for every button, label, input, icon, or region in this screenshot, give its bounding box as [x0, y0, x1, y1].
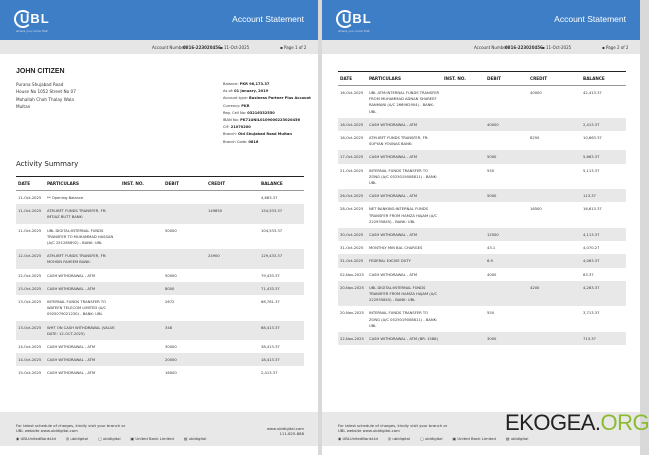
cell-particulars: CASH WITHDRAWAL - ATM: [369, 272, 418, 277]
cell-date: 13-Oct-2025: [18, 300, 42, 305]
table-row: [16, 224, 304, 250]
cell-particulars: FEDERAL EXCISE DUTY: [367, 254, 442, 267]
statement-date: ▪ 11-Oct-2025: [220, 45, 250, 50]
cell-date: 22-Nov-2025: [338, 332, 367, 345]
cell-debit: 30000: [165, 345, 177, 350]
cell-inst-no: [120, 224, 163, 250]
table-row: [338, 118, 626, 131]
cell-credit: [206, 269, 259, 282]
cell-balance: 129,433.37: [259, 249, 304, 268]
cell-inst-no: [120, 366, 163, 379]
header-bar: [322, 0, 640, 40]
cell-particulars: INTERNAL FUNDS TRANSFER TO WATEEN TELECOM LIMITED (A/C 0925079021230) - BANK: UBL: [47, 300, 107, 317]
table-row: [338, 332, 626, 345]
cell-date: 16-Oct-2025: [340, 91, 364, 95]
cell-balance: 63.37: [583, 272, 594, 277]
cell-particulars: INTERNAL FUNDS TRANSFER TO ZONG (A/C 0525019008811) - BANK: UBL: [369, 311, 438, 328]
cell-credit: 24900: [206, 249, 259, 268]
cell-debit: [485, 281, 528, 307]
account-info-item: [223, 139, 311, 146]
table-row: [16, 366, 304, 379]
cell-date: 28-Oct-2025: [340, 207, 364, 212]
table-row: [16, 340, 304, 353]
table-row: [338, 306, 626, 332]
info-label: Balance:: [223, 82, 240, 86]
social-link[interactable]: ▢ ubldigital: [98, 436, 121, 441]
info-value: PKR: [241, 103, 250, 108]
column-header-date: DATE: [338, 72, 367, 86]
cell-inst-no: [120, 204, 163, 223]
cell-date: 13-Oct-2025: [16, 282, 45, 295]
account-info-item: [223, 124, 311, 131]
cell-balance: 71,433.37: [259, 282, 304, 295]
table-row: [16, 204, 304, 223]
cell-inst-no: [442, 189, 485, 202]
cell-credit: [528, 150, 581, 163]
info-label: Account type:: [223, 96, 250, 101]
statement-date: ▪ 11-Oct-2025: [542, 45, 572, 50]
cell-debit: 2672: [165, 300, 175, 305]
account-info-item: [223, 110, 311, 117]
social-link[interactable]: ◉ UBLUnitedBankLtd: [16, 436, 56, 441]
cell-debit: 16000: [165, 371, 177, 376]
cell-balance: 4,063.37: [581, 254, 626, 267]
cell-inst-no: [120, 340, 163, 353]
column-header-date: DATE: [16, 177, 45, 191]
section-title: Activity Summary: [16, 160, 79, 168]
table-header-row: [16, 177, 304, 191]
info-value: Old Shujabad Road Multan: [238, 132, 292, 137]
cell-particulars: CASH WITHDRAWAL - ATM: [367, 118, 442, 131]
cell-inst-no: [442, 268, 485, 281]
cell-inst-no: [442, 86, 485, 118]
cell-date: 15-Oct-2025: [18, 371, 42, 376]
info-value: 01 January, 2019: [234, 89, 269, 94]
cell-particulars: UBL DIGITAL:INTERNAL FUNDS TRANSFER FROM HAMZA HAJAM (A/C 222935845) - BANK: UBL: [367, 281, 442, 307]
cell-date: 16-Oct-2025: [340, 136, 364, 141]
cell-credit: 149850: [206, 204, 259, 223]
cell-date: 11-Oct-2025: [18, 228, 42, 233]
cell-inst-no: [442, 118, 485, 131]
cell-particulars: ATM-IBFT FUNDS TRANSFER, FR: SUFYAN YOUNAS BANK:: [369, 136, 429, 147]
cell-date: 21-Oct-2025: [340, 168, 364, 173]
cell-date: 30-Oct-2025: [338, 228, 367, 241]
account-info-item: [223, 131, 311, 138]
cell-date: 14-Oct-2025: [16, 353, 45, 366]
table-row: [16, 295, 304, 321]
footer-note: For latest schedule of charges, kindly visit your branch or UBL website www.ubldigital.com: [338, 423, 448, 433]
cell-credit: [528, 189, 581, 202]
table-row: [338, 281, 626, 307]
account-info-item: [223, 88, 311, 95]
table-row: [16, 282, 304, 295]
cell-debit: 12500: [485, 228, 528, 241]
cell-debit: [163, 249, 206, 268]
cell-credit: [206, 224, 259, 250]
cell-particulars: CASH WITHDRAWAL - ATM: [45, 282, 120, 295]
cell-date: 11-Oct-2025: [18, 196, 42, 200]
cell-balance: 713.37: [581, 332, 626, 345]
cell-credit: [528, 228, 581, 241]
cell-particulars: ATM-IBFT FUNDS TRANSFER, FR: IMTIAZ BUTT BANK:: [45, 204, 120, 223]
cell-credit: [206, 340, 259, 353]
cell-balance: 104,533.37: [261, 228, 283, 233]
account-info-item: [223, 95, 311, 102]
cell-inst-no: [120, 321, 163, 340]
cell-balance: 4,070.27: [583, 246, 600, 251]
cell-date: 13-Oct-2025: [16, 321, 45, 340]
info-label: Reg. Cell No:: [223, 110, 248, 115]
account-bar: [322, 40, 640, 54]
cell-credit: [528, 332, 581, 345]
cell-date: 20-Nov-2025: [340, 311, 364, 316]
info-value: 03216332550: [247, 110, 275, 115]
social-link[interactable]: ◎ ubldigital: [65, 436, 89, 441]
cell-particulars: INTERNAL FUNDS TRANSFER TO ZONG (A/C 0525019008811) - BANK: UBL: [369, 168, 438, 186]
contact: [267, 426, 304, 436]
cell-inst-no: [120, 269, 163, 282]
statement-page-1: [0, 0, 318, 455]
cell-particulars: CASH WITHDRAWAL - ATM (BR: 1588): [367, 332, 442, 345]
social-link[interactable]: ◉ UBLUnitedBankLtd: [338, 436, 378, 441]
footer-note: For latest schedule of charges, kindly visit your branch or UBL website www.ubldigital.com: [16, 423, 126, 433]
cell-debit: 40000: [485, 118, 528, 131]
cell-balance: 3,713.37: [583, 311, 600, 316]
table-header-row: [338, 72, 626, 86]
cell-debit: 550: [487, 311, 495, 316]
social-link[interactable]: ◎ ubldigital: [387, 436, 411, 441]
column-header-inst-no: INST. NO.: [120, 177, 163, 191]
cell-credit: [528, 268, 581, 281]
social-link[interactable]: ▤ ubldigital: [505, 436, 529, 441]
cell-debit: 43.1: [487, 246, 496, 251]
cell-date: 31-Oct-2025: [338, 254, 367, 267]
cell-debit: 5000: [485, 189, 528, 202]
cell-balance: 16,613.37: [583, 207, 602, 212]
cell-debit: 8000: [163, 282, 206, 295]
cell-balance: 4,263.37: [581, 281, 626, 307]
cell-inst-no: [442, 241, 485, 254]
cell-debit: [163, 204, 206, 223]
cell-balance: 18,413.37: [259, 353, 304, 366]
cell-credit: [528, 118, 581, 131]
cell-inst-no: [442, 164, 485, 190]
customer-name: JOHN CITIZEN: [16, 68, 65, 75]
cell-credit: [528, 254, 581, 267]
cell-inst-no: [442, 228, 485, 241]
cell-particulars: CASH WITHDRAWAL - ATM: [45, 353, 120, 366]
cell-balance: 113.37: [581, 189, 626, 202]
cell-balance: 4,683.37: [261, 196, 278, 200]
cell-credit: [528, 164, 581, 190]
cell-balance: 2,413.37: [581, 118, 626, 131]
cell-balance: 68,761.37: [261, 300, 280, 305]
cell-balance: 79,433.37: [261, 273, 280, 278]
cell-inst-no: [120, 282, 163, 295]
cell-particulars: CASH WITHDRAWAL - ATM: [47, 273, 96, 278]
table-row: [16, 353, 304, 366]
cell-date: 02-Nov-2025: [340, 272, 364, 277]
table-row: [16, 321, 304, 340]
cell-debit: 3000: [485, 332, 528, 345]
cell-particulars: NET BANKING:INTERNAL FUNDS TRANSFER FROM HAMZA HAJAM (A/C 222935845) - BANK: UBL: [369, 207, 438, 224]
cell-balance: 10,663.37: [583, 136, 602, 141]
page-title: Account Statement: [554, 14, 626, 24]
cell-inst-no: [120, 249, 163, 268]
cell-credit: 16500: [530, 207, 542, 212]
website-link[interactable]: www.ubldigital.com: [266, 426, 304, 431]
cell-debit: [485, 86, 528, 118]
account-bar: [0, 40, 318, 54]
ubl-logo: UBL where you come first: [16, 11, 50, 33]
cell-inst-no: [442, 281, 485, 307]
column-header-balance: BALANCE: [581, 72, 626, 86]
column-header-credit: CREDIT: [206, 177, 259, 191]
account-info-item: [223, 117, 311, 124]
table-row: [338, 202, 626, 228]
statement-page-2: [322, 0, 640, 455]
cell-inst-no: [442, 131, 485, 150]
info-label: As of:: [223, 89, 235, 94]
social-link[interactable]: ▢ ubldigital: [420, 436, 443, 441]
social-link[interactable]: ▤ ubldigital: [183, 436, 207, 441]
cell-debit: 20000: [163, 353, 206, 366]
cell-balance: 5,663.37: [581, 150, 626, 163]
column-header-inst-no: INST. NO.: [442, 72, 485, 86]
cell-credit: [528, 306, 581, 332]
account-info-item: [223, 103, 311, 110]
table-row: [338, 164, 626, 190]
cell-balance: 4,113.37: [581, 228, 626, 241]
cell-particulars: WHT ON CASH WITHDRAWAL (VALUE DATE: 12-OCT-2025): [45, 321, 120, 340]
account-number-label: Account Number:: [152, 45, 187, 50]
info-label: Currency:: [223, 103, 242, 108]
account-number: 0816-223020456: [183, 45, 221, 50]
cell-inst-no: [442, 202, 485, 228]
social-link[interactable]: ▣ United Bank Limited: [130, 436, 174, 441]
cell-balance: 38,413.37: [261, 345, 280, 350]
cell-inst-no: [120, 191, 163, 205]
cell-inst-no: [442, 150, 485, 163]
table-row: [16, 191, 304, 205]
cell-debit: 4000: [487, 272, 497, 277]
cell-date: 12-Oct-2025: [18, 273, 42, 278]
column-header-debit: DEBIT: [163, 177, 206, 191]
account-info-item: [223, 81, 311, 88]
table-row: [338, 254, 626, 267]
cell-particulars: MONTHLY MIN BAL CHARGES: [369, 246, 423, 251]
info-value: PKR 96,173.37: [239, 82, 270, 86]
cell-credit: 8250: [530, 136, 540, 141]
page-number: ▪ Page 2 of 2: [602, 45, 629, 50]
cell-debit: 5000: [485, 150, 528, 163]
page-number: ▪ Page 1 of 2: [280, 45, 307, 50]
cell-inst-no: [442, 254, 485, 267]
cell-date: 11-Oct-2025: [16, 204, 45, 223]
cell-debit: 50000: [165, 273, 177, 278]
info-value: 0816: [248, 139, 259, 144]
info-value: Business Partner Plus Account: [249, 96, 311, 101]
cell-particulars: CASH WITHDRAWAL - ATM: [47, 371, 96, 376]
customer-address: Purana Shujabad Road House No 1052 Street No 07 Mohallah Chah Thalay Wala Multan: [16, 82, 76, 109]
cell-date: 12-Oct-2025: [16, 249, 45, 268]
cell-inst-no: [442, 332, 485, 345]
table-row: [338, 241, 626, 254]
cell-date: 16-Oct-2025: [338, 118, 367, 131]
account-number: 0816-223020456: [505, 45, 543, 50]
table-row: [338, 86, 626, 118]
transactions-table: [16, 176, 304, 380]
phone-number: 111-825-888: [279, 431, 304, 436]
cell-inst-no: [120, 295, 163, 321]
cell-particulars: CASH WITHDRAWAL - ATM: [47, 345, 96, 350]
cell-debit: [485, 202, 528, 228]
cell-particulars: CASH WITHDRAWAL - ATM: [367, 228, 442, 241]
cell-balance: 42,413.37: [583, 91, 602, 95]
cell-particulars: UBL ATM:INTERNAL FUNDS TRANSFER FROM MUHAMMAD ADNAN SHAREEF RANMANI (A/C 266962904) - BANK: UBL: [369, 91, 440, 114]
header-bar: [0, 0, 318, 40]
column-header-particulars: PARTICULARS: [45, 177, 120, 191]
account-number-label: Account Number:: [474, 45, 509, 50]
column-header-balance: BALANCE: [259, 177, 304, 191]
page-title: Account Statement: [232, 14, 304, 24]
cell-particulars: UBL DIGITAL:INTERNAL FUNDS TRANSFER TO MUHAMMAD HASSAN (A/C 251285692) - BANK: UBL: [47, 228, 114, 246]
cell-particulars: ATM-IBFT FUNDS TRANSFER, FR: MOHSIN FAHEEM BANK:: [45, 249, 120, 268]
cell-date: 20-Nov-2025: [338, 281, 367, 307]
table-row: [338, 189, 626, 202]
cell-debit: [163, 191, 206, 205]
social-links: [338, 436, 538, 441]
watermark: EKOGEA.ORG: [505, 410, 649, 435]
cell-credit: [528, 241, 581, 254]
cell-date: 31-Oct-2025: [340, 246, 364, 251]
cell-inst-no: [442, 306, 485, 332]
transactions-table: [338, 71, 626, 345]
info-value: 21070200: [230, 125, 251, 130]
cell-credit: [206, 191, 259, 205]
cell-date: 14-Oct-2025: [18, 345, 42, 350]
cell-debit: 50000: [165, 228, 177, 233]
table-row: [16, 249, 304, 268]
cell-debit: 550: [487, 168, 495, 173]
social-link[interactable]: ▣ United Bank Limited: [452, 436, 496, 441]
cell-credit: [206, 295, 259, 321]
table-row: [338, 131, 626, 150]
table-row: [338, 150, 626, 163]
info-value: PK71UNIL0109000223020456: [240, 118, 301, 123]
cell-inst-no: [120, 353, 163, 366]
cell-credit: [206, 366, 259, 379]
cell-balance: 68,413.37: [259, 321, 304, 340]
cell-balance: 5,113.37: [583, 168, 600, 173]
info-label: CIF:: [223, 125, 231, 130]
info-label: Branch Code:: [223, 139, 249, 144]
cell-particulars: CASH WITHDRAWAL - ATM: [367, 150, 442, 163]
info-label: Branch:: [223, 132, 239, 137]
table-row: [338, 268, 626, 281]
cell-debit: 6.9: [485, 254, 528, 267]
cell-debit: 348: [163, 321, 206, 340]
column-header-credit: CREDIT: [528, 72, 581, 86]
cell-particulars: CASH WITHDRAWAL - ATM: [367, 189, 442, 202]
social-links: [16, 436, 216, 441]
cell-date: 26-Oct-2025: [338, 189, 367, 202]
footer: [0, 412, 318, 446]
cell-balance: 2,413.37: [261, 371, 278, 376]
table-row: [338, 228, 626, 241]
account-info: [223, 81, 311, 146]
cell-credit: [206, 321, 259, 340]
cell-credit: 40000: [530, 91, 542, 95]
column-header-debit: DEBIT: [485, 72, 528, 86]
cell-credit: 4200: [528, 281, 581, 307]
cell-credit: [206, 353, 259, 366]
cell-credit: [206, 282, 259, 295]
cell-debit: [485, 131, 528, 150]
cell-balance: 154,533.37: [259, 204, 304, 223]
ubl-logo: UBL where you come first: [338, 11, 372, 33]
table-row: [16, 269, 304, 282]
info-label: IBAN No:: [223, 118, 241, 123]
cell-date: 17-Oct-2025: [338, 150, 367, 163]
cell-particulars: ** Opening Balance: [47, 196, 84, 200]
column-header-particulars: PARTICULARS: [367, 72, 442, 86]
